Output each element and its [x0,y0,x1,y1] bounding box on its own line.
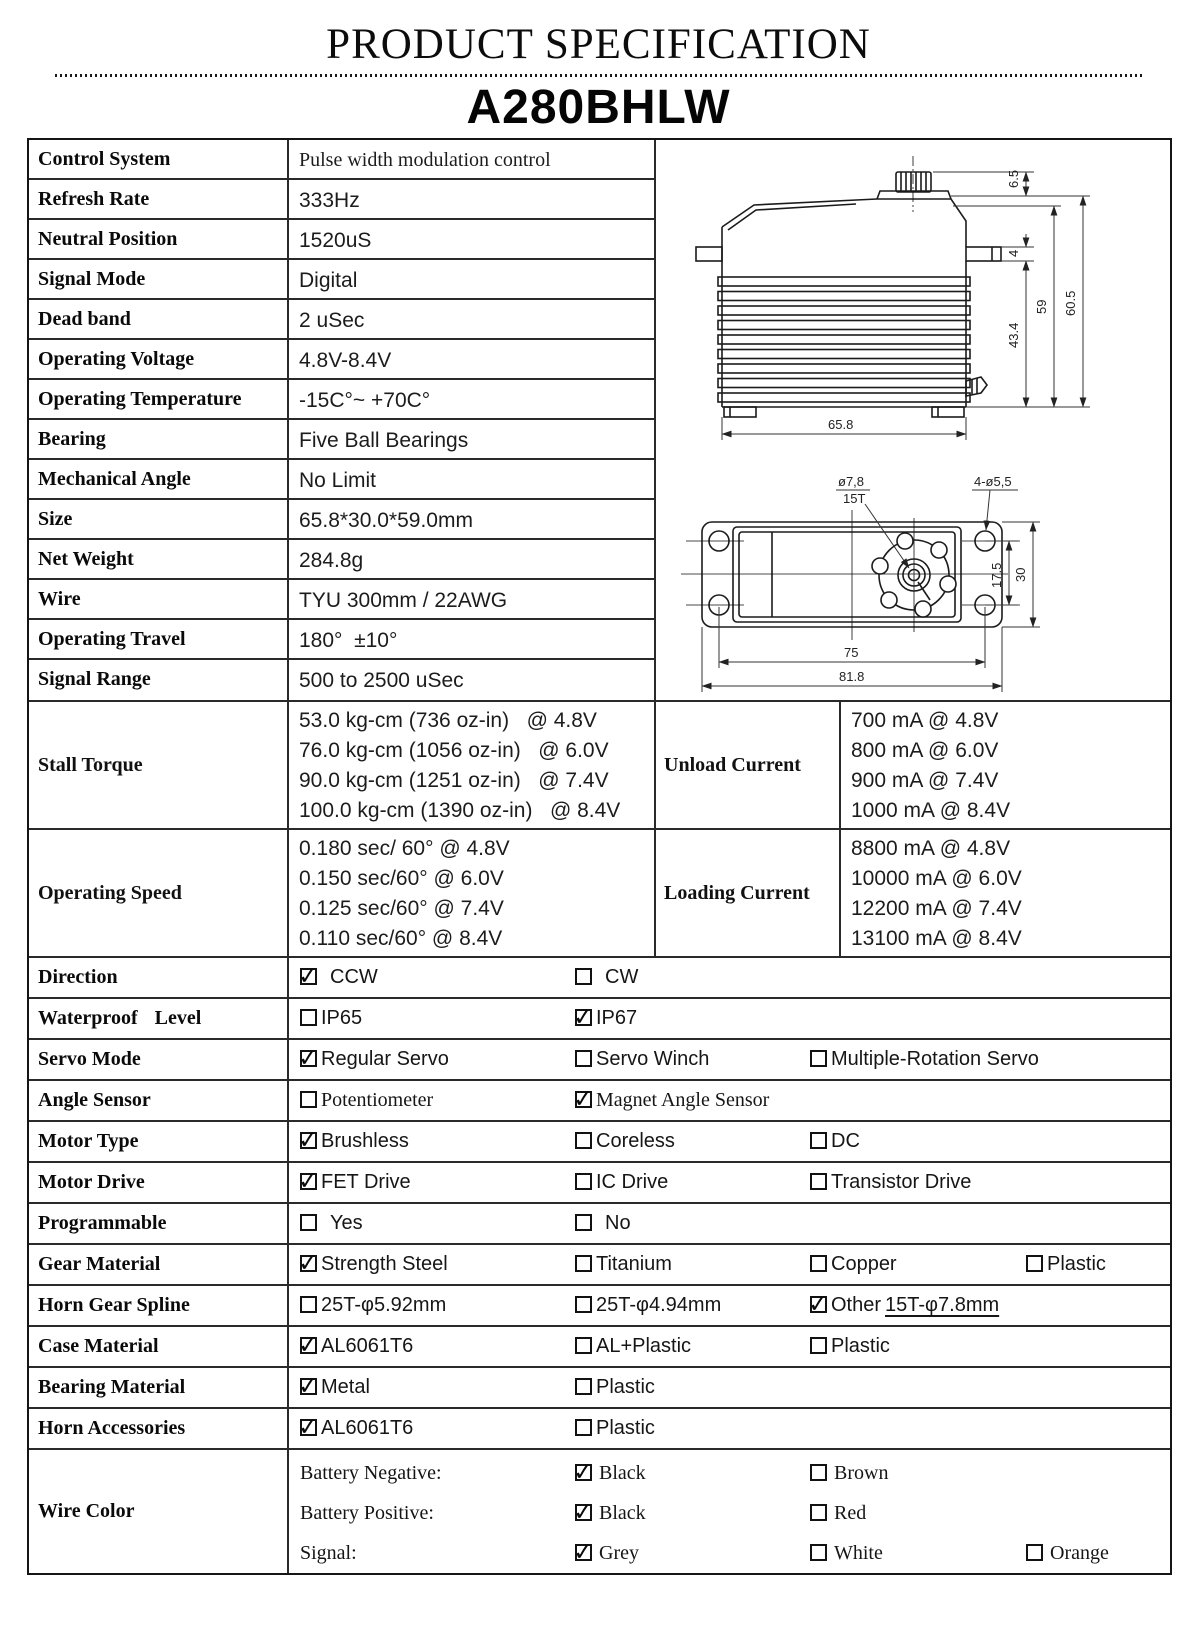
spec-label: Size [29,500,289,538]
spec-label: Angle Sensor [29,1081,289,1120]
spec-label: Operating Speed [29,830,289,956]
spec-label: Wire Color [29,1450,289,1573]
spec-value: 8800 mA @ 4.8V [851,837,1011,860]
table-row-horn-gear-spline [29,1284,1170,1325]
checkbox [810,1050,827,1067]
spec-value: 0.125 sec/60° @ 7.4V [299,897,504,920]
checkbox [300,1378,317,1395]
table-row [29,540,654,580]
checkbox [300,1091,317,1108]
table-row [29,140,654,180]
checkbox [810,1464,827,1481]
table-row-waterproof-level [29,997,1170,1038]
option-label: Metal [321,1376,370,1398]
checkbox [300,1214,317,1231]
option-label: Orange [1050,1542,1109,1564]
spec-value: Digital [299,269,358,292]
option [810,1542,883,1567]
checkbox [575,1464,592,1481]
spec-value: 65.8*30.0*59.0mm [299,509,473,532]
wire-line-label: Battery Negative: [300,1462,442,1484]
checkbox [575,1091,592,1108]
checkbox [575,1378,592,1395]
option-label: Grey [599,1542,639,1564]
spec-label: Operating Voltage [29,340,289,378]
table-row [29,460,654,500]
option [575,1089,769,1114]
spec-value: 900 mA @ 7.4V [851,769,999,792]
spec-label: Operating Temperature [29,380,289,418]
spec-label: Mechanical Angle [29,460,289,498]
option-label: CW [605,966,639,988]
table-row [29,660,654,700]
option [300,1212,363,1237]
table-row-stall-torque [29,700,1170,828]
checkbox [300,968,317,985]
spec-rows [29,140,656,700]
spec-value: 500 to 2500 uSec [299,669,464,692]
spec-label: Wire [29,580,289,618]
option [575,1417,655,1442]
option-label: AL+Plastic [596,1335,692,1357]
option-label: No [605,1212,631,1234]
spec-value: 2 uSec [299,309,365,332]
option [300,1417,413,1442]
spec-label: Signal Range [29,660,289,700]
table-row-horn-accessories [29,1407,1170,1448]
checkbox [810,1173,827,1190]
checkbox [300,1296,317,1313]
option [300,1171,411,1196]
option-label: 25T-φ5.92mm [321,1294,447,1316]
option [300,1130,409,1155]
top-view-drawing [656,470,1170,698]
option [810,1502,866,1527]
spec-value: 0.110 sec/60° @ 8.4V [299,927,503,950]
option-label: Other [831,1294,882,1316]
option-label: Multiple-Rotation Servo [831,1048,1039,1070]
dimension-label: 75 [844,645,859,660]
option-label: Plastic [1047,1253,1106,1275]
spec-value: 76.0 kg-cm (1056 oz-in) @ 6.0V [299,739,609,762]
option [575,1130,675,1155]
spec-value: 284.8g [299,549,364,572]
option-label: White [834,1542,883,1564]
option-label: IP67 [596,1007,638,1029]
spec-label: Unload Current [656,702,841,828]
checkbox [575,1009,592,1026]
title-divider [55,74,1142,77]
stall-torque-values [289,702,656,828]
table-row-angle-sensor [29,1079,1170,1120]
table-row [29,300,654,340]
option [575,1376,655,1401]
table-row [29,220,654,260]
dimension-label: 4 [1006,249,1021,257]
option-label: Brushless [321,1130,409,1152]
dimension-label: 30 [1013,567,1028,582]
spec-label: Motor Type [29,1122,289,1161]
wire-line-label: Battery Positive: [300,1502,434,1524]
spec-value: -15C°~ +70C° [299,389,431,412]
checkbox [575,1504,592,1521]
option-label: Titanium [596,1253,672,1275]
spec-label: Bearing Material [29,1368,289,1407]
loading-current-values [841,830,1170,956]
spec-label: Signal Mode [29,260,289,298]
dimension-label: 17.5 [989,562,1004,588]
spec-value: 700 mA @ 4.8V [851,709,999,732]
dimension-label: 81.8 [839,669,865,684]
spline-teeth-label: 15T [843,491,866,506]
option [300,1007,362,1032]
table-row-direction [29,956,1170,997]
dimension-label: 6.5 [1006,169,1021,188]
option-label: AL6061T6 [321,1417,414,1439]
technical-drawings-cell [656,140,1170,700]
spec-label: Bearing [29,420,289,458]
table-row-case-material [29,1325,1170,1366]
option [300,1048,449,1073]
option-label: CCW [330,966,378,988]
table-row-programmable [29,1202,1170,1243]
option [810,1171,971,1196]
spec-label: Direction [29,958,289,997]
specification-table [27,138,1172,1575]
option-label: Transistor Drive [831,1171,972,1193]
option [300,966,378,991]
spec-label: Refresh Rate [29,180,289,218]
spec-value: 1000 mA @ 8.4V [851,799,1011,822]
option [300,1294,446,1319]
option-label: Black [599,1462,646,1484]
spec-label: Horn Accessories [29,1409,289,1448]
option [575,1212,631,1237]
option-label: 25T-φ4.94mm [596,1294,722,1316]
checkbox [300,1419,317,1436]
spec-label: Horn Gear Spline [29,1286,289,1325]
checkbox [810,1296,827,1313]
option [810,1253,897,1278]
option [575,966,638,991]
table-row [29,180,654,220]
spec-value: 12200 mA @ 7.4V [851,897,1022,920]
dimension-label: 65.8 [828,417,854,432]
option-label: Servo Winch [596,1048,710,1070]
checkbox [575,1050,592,1067]
checkbox [575,1544,592,1561]
table-row [29,620,654,660]
option [575,1502,646,1527]
checkbox [575,1419,592,1436]
wire-line-label: Signal: [300,1542,357,1564]
option-label: Plastic [831,1335,890,1357]
spec-value: No Limit [299,469,377,492]
spec-value: TYU 300mm / 22AWG [299,589,508,612]
option-label: Magnet Angle Sensor [596,1089,770,1111]
table-row-wire-color [29,1448,1170,1573]
option-label: FET Drive [321,1171,411,1193]
option [575,1462,646,1487]
checkbox [575,1173,592,1190]
table-row-motor-type [29,1120,1170,1161]
checkbox [300,1173,317,1190]
option-label: Potentiometer [321,1089,434,1111]
page-title: PRODUCT SPECIFICATION [326,21,871,68]
checkbox [810,1255,827,1272]
unload-current-values [841,702,1170,828]
table-row [29,380,654,420]
option-label: Black [599,1502,646,1524]
checkbox [575,968,592,985]
option [300,1376,370,1401]
option-label: Plastic [596,1417,655,1439]
option [1026,1542,1109,1567]
checkbox [1026,1255,1043,1272]
option [575,1294,721,1319]
model-name: A280BHLW [466,81,731,134]
spec-label: Waterproof Level [29,999,289,1038]
option [810,1294,999,1319]
checkbox [300,1009,317,1026]
table-row [29,580,654,620]
option-label: AL6061T6 [321,1335,414,1357]
spline-diameter-label: ø7,8 [838,474,865,489]
option [575,1542,639,1567]
spec-value: Pulse width modulation control [299,149,551,171]
table-row [29,260,654,300]
spec-value: 4.8V-8.4V [299,349,392,372]
option-label: IP65 [321,1007,363,1029]
spec-label: Control System [29,140,289,178]
dimension-label: 59 [1034,299,1049,314]
spec-value: 0.150 sec/60° @ 6.0V [299,867,504,890]
spec-label: Operating Travel [29,620,289,658]
option-label: Copper [831,1253,897,1275]
option-label: DC [831,1130,860,1152]
option [810,1130,860,1155]
checkbox [810,1337,827,1354]
checkbox [575,1296,592,1313]
spec-value: 1520uS [299,229,372,252]
table-row-bearing-material [29,1366,1170,1407]
spec-label: Motor Drive [29,1163,289,1202]
table-row-operating-speed [29,828,1170,956]
table-row-motor-drive [29,1161,1170,1202]
spec-value: 800 mA @ 6.0V [851,739,999,762]
side-view-drawing [656,144,1170,444]
option [575,1171,668,1196]
option [575,1335,691,1360]
spec-label: Dead band [29,300,289,338]
option [810,1462,888,1487]
checkbox [575,1132,592,1149]
spec-value: 90.0 kg-cm (1251 oz-in) @ 7.4V [299,769,609,792]
option [575,1253,672,1278]
option-label: Coreless [596,1130,675,1152]
checkbox [575,1337,592,1354]
spec-label: Programmable [29,1204,289,1243]
option [300,1253,448,1278]
option [1026,1253,1106,1278]
option-label: Yes [330,1212,363,1234]
option-label: Brown [834,1462,889,1484]
option-detail: 15T-φ7.8mm [885,1294,1000,1316]
table-row [29,420,654,460]
table-row [29,500,654,540]
dimension-label: 43.4 [1006,322,1021,348]
dimension-label: 60.5 [1063,290,1078,316]
spec-value: 0.180 sec/ 60° @ 4.8V [299,837,510,860]
checkbox [810,1504,827,1521]
checkbox [300,1132,317,1149]
option-label: Regular Servo [321,1048,449,1070]
spec-label: Case Material [29,1327,289,1366]
table-row-servo-mode [29,1038,1170,1079]
option [575,1007,637,1032]
checkbox [575,1214,592,1231]
wire-color-values [289,1450,1170,1573]
option-label: Strength Steel [321,1253,448,1275]
checkbox [300,1255,317,1272]
spec-value: 10000 mA @ 6.0V [851,867,1022,890]
spec-label: Neutral Position [29,220,289,258]
option [300,1335,413,1360]
option-label: Plastic [596,1376,655,1398]
spec-label: Stall Torque [29,702,289,828]
option-label: IC Drive [596,1171,669,1193]
spec-label: Gear Material [29,1245,289,1284]
spec-value: 333Hz [299,189,360,212]
checkbox [300,1050,317,1067]
spec-value: 100.0 kg-cm (1390 oz-in) @ 8.4V [299,799,621,822]
spec-label: Net Weight [29,540,289,578]
checkbox [575,1255,592,1272]
checkbox [810,1544,827,1561]
mount-holes-label: 4-ø5,5 [974,474,1012,489]
option-label: Red [834,1502,867,1524]
table-row [29,340,654,380]
spec-label: Servo Mode [29,1040,289,1079]
checkbox [810,1132,827,1149]
option [300,1089,433,1114]
spec-value: Five Ball Bearings [299,429,469,452]
spec-label: Loading Current [656,830,841,956]
operating-speed-values [289,830,656,956]
spec-value: 53.0 kg-cm (736 oz-in) @ 4.8V [299,709,597,732]
checkbox [300,1337,317,1354]
checkbox [1026,1544,1043,1561]
table-row-gear-material [29,1243,1170,1284]
spec-value: 180° ±10° [299,629,398,652]
spec-value: 13100 mA @ 8.4V [851,927,1022,950]
option [810,1335,890,1360]
option [810,1048,1039,1073]
option [575,1048,709,1073]
